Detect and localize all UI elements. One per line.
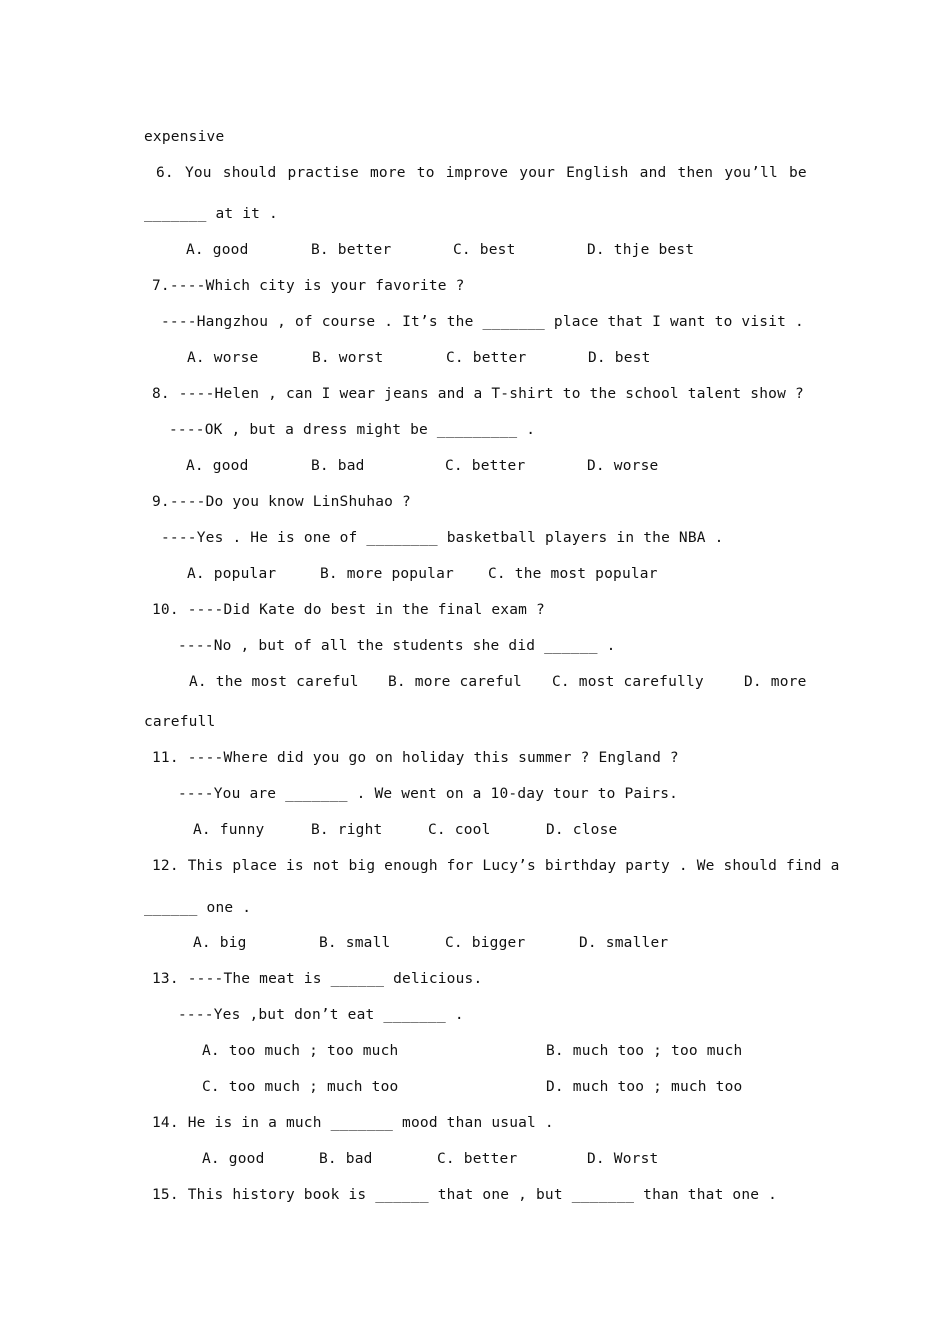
q10-continuation: carefull [144, 714, 216, 730]
q9-stem: 9.----Do you know LinShuhao ? [152, 494, 411, 510]
q7-option-b: B. worst [312, 350, 384, 366]
q6-word: more [369, 165, 406, 181]
q6-stem [156, 164, 807, 182]
q11-option-a: A. funny [193, 822, 265, 838]
q6-option-a: A. good [186, 242, 249, 258]
q7-option-a: A. worse [187, 350, 259, 366]
q12-option-d: D. smaller [579, 935, 669, 951]
q14-option-c: C. better [437, 1151, 518, 1167]
q8-option-d: D. worse [587, 458, 659, 474]
q6-word: You [184, 165, 212, 181]
q10-option-c: C. most carefully [552, 674, 704, 690]
q9-response: ----Yes . He is one of ________ basketball players in the NBA . [161, 530, 724, 546]
q13-option-a: A. too much ; too much [202, 1043, 399, 1059]
q14-stem: 14. He is in a much _______ mood than usual . [152, 1115, 554, 1131]
q9-option-b: B. more popular [320, 566, 454, 582]
q12-stem-line2: ______ one . [144, 900, 252, 916]
q9-option-c: C. the most popular [488, 566, 658, 582]
q7-option-c: C. better [446, 350, 527, 366]
q6-word: to [416, 165, 435, 181]
q14-option-d: D. Worst [587, 1151, 659, 1167]
q9-option-a: A. popular [187, 566, 277, 582]
q10-option-a: A. the most careful [189, 674, 359, 690]
q6-word: should [222, 165, 277, 181]
q6-word: your [519, 165, 556, 181]
q14-option-a: A. good [202, 1151, 265, 1167]
q10-stem: 10. ----Did Kate do best in the final exam ? [152, 602, 545, 618]
q5-continuation: expensive [144, 129, 225, 145]
q6-word: then [677, 165, 714, 181]
q8-response: ----OK , but a dress might be _________ . [169, 422, 536, 438]
q6-word: English [566, 165, 629, 181]
q6-option-c: C. best [453, 242, 516, 258]
q6-word: you’ll [724, 165, 778, 181]
q7-stem: 7.----Which city is your favorite ? [152, 278, 465, 294]
q10-option-b: B. more careful [388, 674, 522, 690]
q11-option-d: D. close [546, 822, 618, 838]
q10-response: ----No , but of all the students she did ______ . [178, 638, 616, 654]
q6-word: practise [287, 165, 359, 181]
q7-response: ----Hangzhou , of course . It’s the _______ place that I want to visit . [161, 314, 804, 330]
q13-response: ----Yes ,but don’t eat _______ . [178, 1007, 464, 1023]
q8-option-c: C. better [445, 458, 526, 474]
q11-option-b: B. right [311, 822, 383, 838]
q13-option-d: D. much too ; much too [546, 1079, 743, 1095]
q12-option-a: A. big [193, 935, 247, 951]
q6-word: and [639, 165, 667, 181]
q6-word: be [788, 165, 807, 181]
q8-stem: 8. ----Helen , can I wear jeans and a T-shirt to the school talent show ? [152, 386, 804, 402]
q13-option-c: C. too much ; much too [202, 1079, 399, 1095]
q13-stem: 13. ----The meat is ______ delicious. [152, 971, 483, 987]
q14-option-b: B. bad [319, 1151, 373, 1167]
q12-option-b: B. small [319, 935, 391, 951]
q11-option-c: C. cool [428, 822, 491, 838]
q6-word: improve [445, 165, 509, 181]
q8-option-a: A. good [186, 458, 249, 474]
q10-option-d: D. more [744, 674, 807, 690]
q7-option-d: D. best [588, 350, 651, 366]
q12-option-c: C. bigger [445, 935, 526, 951]
q6-option-d: D. thje best [587, 242, 695, 258]
q6-stem-line2: _______ at it . [144, 206, 278, 222]
q8-option-b: B. bad [311, 458, 365, 474]
q6-word: 6. [156, 165, 174, 181]
q11-stem: 11. ----Where did you go on holiday this summer ? England ? [152, 750, 679, 766]
q6-option-b: B. better [311, 242, 392, 258]
q15-stem: 15. This history book is ______ that one , but _______ than that one . [152, 1187, 778, 1203]
q11-response: ----You are _______ . We went on a 10-day tour to Pairs. [178, 786, 679, 802]
q12-stem: 12. This place is not big enough for Lucy’s birthday party . We should find a [152, 858, 840, 874]
q13-option-b: B. much too ; too much [546, 1043, 743, 1059]
